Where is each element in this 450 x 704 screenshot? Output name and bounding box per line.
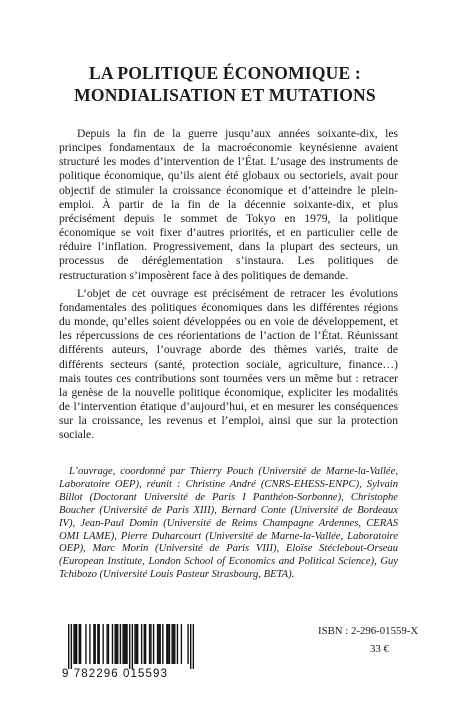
barcode-bar	[122, 624, 123, 664]
contributors-text: L’ouvrage, coordonné par Thierry Pouch (Université de Marne-la-Vallée, Laboratoire OEP), réunit : Christine André (CNRS-EHESS-ENPC), Sylvain Billot (Doctorant Université de Paris I Panthéon-Sorbonne), Christophe Boucher (Université de Paris XIII), Bernard Conte (Université de Bordeaux IV), Jean-Paul Domin (Université de Reims Champagne Ardennes, CERAS OMI LAME), Pierre Duharcourt (Université de Marne-la-Vallée, Laboratoire OEP), Marc Morin (Université de Paris VIII), Eloïse Stéclebout-Orseau (European Institute, London School of Economics and Political Science), Guy Tchibozo (Université Louis Pasteur Strasbourg, BETA).	[59, 466, 398, 581]
barcode-bar	[93, 624, 94, 664]
barcode-bar	[132, 624, 133, 669]
price: 33 €	[370, 643, 389, 655]
summary-paragraph-1: Depuis la fin de la guerre jusqu’aux années soixante-dix, les principes fondamentaux de la macroéconomie keynésienne avaient structuré les modes d’intervention de l’État. L’usage des instruments de politique économique, qu’ils aient été globaux ou sectoriels, avait pour objectif de stimuler la croissance économique et d’atteindre le plein-emploi. À partir de la fin de la décennie soixante-dix, et plus précisément depuis le sommet de Tokyo en 1979, la politique économique se voit fixer d’autres priorités, et en particulier celle de réduire l’inflation. Progressivement, dans la plupart des secteurs, un processus de déréglementation s’instaura. Les politiques de restructuration s’imposèrent face à des politiques de demande.	[59, 127, 398, 282]
barcode-digits: 9 782296 015593	[62, 668, 169, 680]
barcode-bar	[99, 624, 100, 664]
title-line-1: LA POLITIQUE ÉCONOMIQUE :	[89, 63, 361, 83]
barcode-bar	[75, 624, 76, 664]
barcode-bar	[125, 624, 126, 664]
barcode-bar	[71, 624, 72, 669]
summary-paragraph-2: L’objet de cet ouvrage est précisément de retracer les évolutions fondamentales des politiques économiques dans les différentes régions du monde, qu’elles soient développées ou en voie de développement, et les répercussions de ces réorientations de l’action de l’État. Réunissant différents auteurs, l’ouvrage aborde des thèmes variés, traite de différents secteurs (santé, protection sociale, agriculture, finance…) mais toutes ces contributions sont tournées vers un même but : retracer la genèse de la nouvelle politique économique, expliciter les modalités de l’intervention étatique d’aujourd’hui, et en mesurer les conséquences sur la croissance, les revenus et l’emploi, ainsi que sur la protection sociale.	[59, 286, 398, 442]
barcode-bar	[106, 624, 107, 664]
barcode-bar	[76, 624, 77, 664]
barcode-bar	[160, 624, 161, 664]
barcode-bar	[137, 624, 138, 664]
barcode-bar	[149, 624, 150, 664]
barcode-bar	[187, 624, 188, 664]
barcode-bar	[158, 624, 159, 664]
barcode-bar	[80, 624, 81, 664]
barcode-bar	[145, 624, 146, 664]
barcode-bar	[120, 624, 121, 664]
barcode-bar	[167, 624, 168, 664]
barcode-bar	[85, 624, 86, 664]
barcode-bar	[129, 624, 130, 669]
barcode-bar	[173, 624, 174, 664]
barcode-bar	[108, 624, 109, 664]
barcode-bar	[136, 624, 137, 664]
barcode-bar	[144, 624, 145, 664]
barcode-bar	[150, 624, 151, 664]
barcode-bar	[126, 624, 127, 664]
barcode-bar	[141, 624, 142, 664]
barcode-bar	[73, 624, 74, 664]
barcode-bar	[134, 624, 135, 664]
barcode-bar	[181, 624, 182, 664]
barcode-bar	[174, 624, 175, 664]
barcode-bar	[193, 624, 194, 669]
barcode-bar	[153, 624, 154, 664]
barcode-bar	[114, 624, 115, 664]
barcode-bar	[166, 624, 167, 664]
barcode-bar	[95, 624, 96, 664]
title-line-2: MONDIALISATION ET MUTATIONS	[74, 85, 376, 105]
barcode-bar	[102, 624, 103, 664]
barcode-bars	[68, 624, 194, 669]
barcode-bar	[157, 624, 158, 664]
isbn-barcode	[62, 624, 196, 680]
isbn-number: ISBN : 2-296-01559-X	[318, 625, 419, 637]
barcode-bar	[162, 624, 163, 664]
barcode-bar	[97, 624, 98, 664]
barcode-bar	[116, 624, 117, 664]
barcode-bar	[68, 624, 69, 669]
barcode-bar	[117, 624, 118, 664]
book-title	[40, 62, 410, 106]
contributors-note	[59, 466, 398, 582]
barcode-bar	[124, 624, 125, 664]
barcode-bar	[171, 624, 172, 664]
barcode-bar	[190, 624, 191, 669]
barcode-bar	[169, 624, 170, 664]
barcode-bar	[177, 624, 178, 664]
barcode-bar	[89, 624, 90, 664]
summary-text	[59, 127, 398, 446]
barcode-bar	[79, 624, 80, 664]
barcode-bar	[112, 624, 113, 664]
